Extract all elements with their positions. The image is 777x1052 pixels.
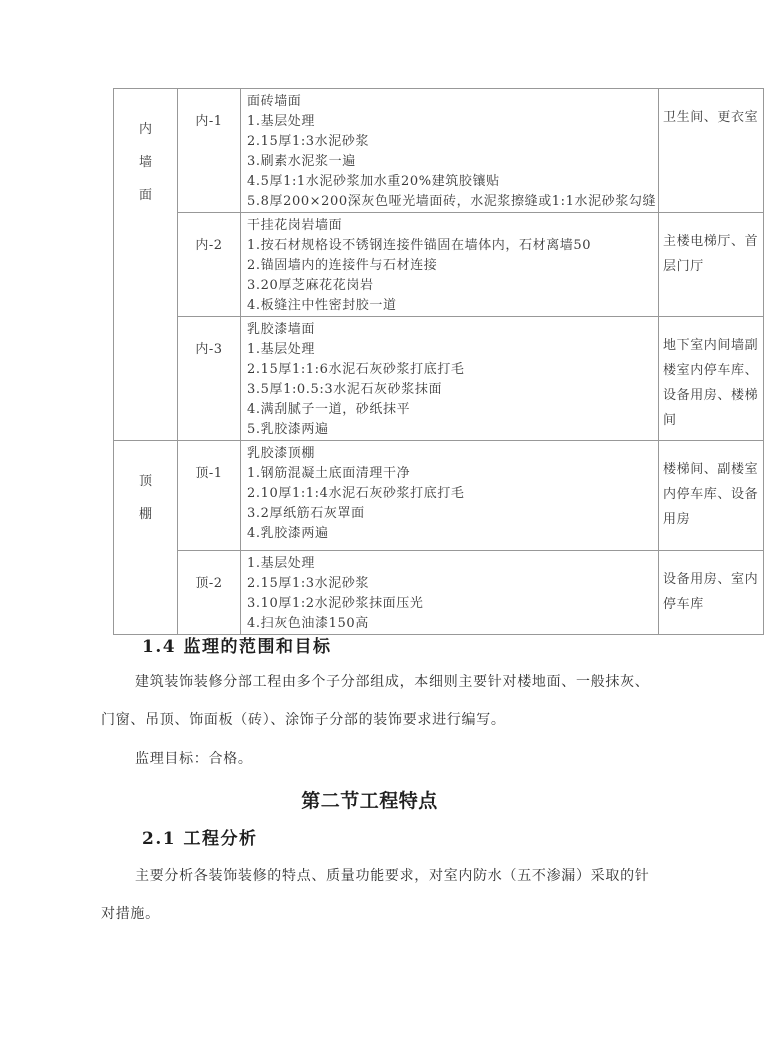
spec-line: 3.20厚芝麻花花岗岩 (247, 278, 374, 293)
spec-cell-nei-2 (241, 213, 659, 317)
spec-line: 1.基层处理 (247, 556, 316, 571)
spec-line: 4.5厚1:1水泥砂浆加水重20%建筑胶镶贴 (247, 174, 500, 189)
location-cell-nei-1: 卫生间、更衣室 (659, 89, 764, 213)
spec-line: 4.扫灰色油漆150高 (247, 616, 369, 631)
group-cell-ceiling (114, 441, 178, 635)
table-row-nei-3 (114, 317, 764, 441)
spec-line: 4.乳胶漆两遍 (247, 526, 329, 541)
heading-project-analysis: 2.1 工程分析 (142, 829, 258, 849)
heading-supervision-scope: 1.4 监理的范围和目标 (142, 637, 332, 657)
location-cell-nei-2: 主楼电梯厅、首层门厅 (659, 213, 764, 317)
spec-line: 1.钢筋混凝土底面清理干净 (247, 466, 411, 481)
paragraph-analysis-line2: 对措施。 (101, 906, 160, 922)
spec-cell-ding-2 (241, 551, 659, 635)
table-row-nei-2 (114, 213, 764, 317)
spec-line: 乳胶漆墙面 (247, 322, 316, 337)
code-cell-ding-2: 顶-2 (178, 551, 241, 635)
heading-section2-project-features: 第二节工程特点 (301, 790, 438, 812)
spec-line: 3.刷素水泥浆一遍 (247, 154, 356, 169)
spec-line: 3.5厚1:0.5:3水泥石灰砂浆抹面 (247, 382, 443, 397)
paragraph-analysis-line1: 主要分析各装饰装修的特点、质量功能要求，对室内防水（五不渗漏）采取的针 (135, 868, 650, 884)
location-cell-ding-2: 设备用房、室内停车库 (659, 551, 764, 635)
paragraph-scope-line2: 门窗、吊顶、饰面板（砖）、涂饰子分部的装饰要求进行编写。 (101, 712, 506, 728)
spec-line: 2.10厚1:1:4水泥石灰砂浆打底打毛 (247, 486, 465, 501)
spec-line: 1.按石材规格设不锈钢连接件锚固在墙体内，石材离墙50 (247, 238, 592, 253)
spec-cell-ding-1 (241, 441, 659, 551)
spec-line: 5.8厚200×200深灰色哑光墙面砖，水泥浆擦缝或1:1水泥砂浆勾缝 (247, 194, 657, 209)
table-row-ding-2 (114, 551, 764, 635)
table-row-ding-1 (114, 441, 764, 551)
spec-line: 3.10厚1:2水泥砂浆抹面压光 (247, 596, 424, 611)
spec-line: 面砖墙面 (247, 94, 302, 109)
spec-line: 5.乳胶漆两遍 (247, 422, 329, 437)
spec-line: 2.15厚1:3水泥砂浆 (247, 576, 370, 591)
location-cell-ding-1: 楼梯间、副楼室内停车库、设备用房 (659, 441, 764, 551)
group-label-ceiling: 顶棚 (138, 474, 152, 522)
table-row-nei-1 (114, 89, 764, 213)
spec-line: 1.基层处理 (247, 342, 316, 357)
paragraph-supervision-goal: 监理目标：合格。 (135, 751, 253, 767)
spec-line: 3.2厚纸筋石灰罩面 (247, 506, 365, 521)
spec-line: 2.锚固墙内的连接件与石材连接 (247, 258, 438, 273)
spec-line: 1.基层处理 (247, 114, 316, 129)
spec-line: 2.15厚1:3水泥砂浆 (247, 134, 370, 149)
location-cell-nei-3: 地下室内间墙副楼室内停车库、设备用房、楼梯间 (659, 317, 764, 441)
code-cell-nei-2: 内-2 (178, 213, 241, 317)
paragraph-scope-line1: 建筑装饰装修分部工程由多个子分部组成，本细则主要针对楼地面、一般抹灰、 (135, 674, 650, 690)
code-cell-ding-1: 顶-1 (178, 441, 241, 551)
spec-cell-nei-3 (241, 317, 659, 441)
spec-cell-nei-1 (241, 89, 659, 213)
code-cell-nei-1: 内-1 (178, 89, 241, 213)
spec-line: 干挂花岗岩墙面 (247, 218, 343, 233)
spec-line: 乳胶漆顶棚 (247, 446, 316, 461)
spec-line: 4.满刮腻子一道，砂纸抹平 (247, 402, 411, 417)
spec-line: 2.15厚1:1:6水泥石灰砂浆打底打毛 (247, 362, 465, 377)
group-label-interior-wall: 内墙面 (138, 122, 152, 203)
finish-spec-table (113, 88, 764, 635)
spec-line: 4.板缝注中性密封胶一道 (247, 298, 397, 313)
code-cell-nei-3: 内-3 (178, 317, 241, 441)
group-cell-interior-wall (114, 89, 178, 441)
